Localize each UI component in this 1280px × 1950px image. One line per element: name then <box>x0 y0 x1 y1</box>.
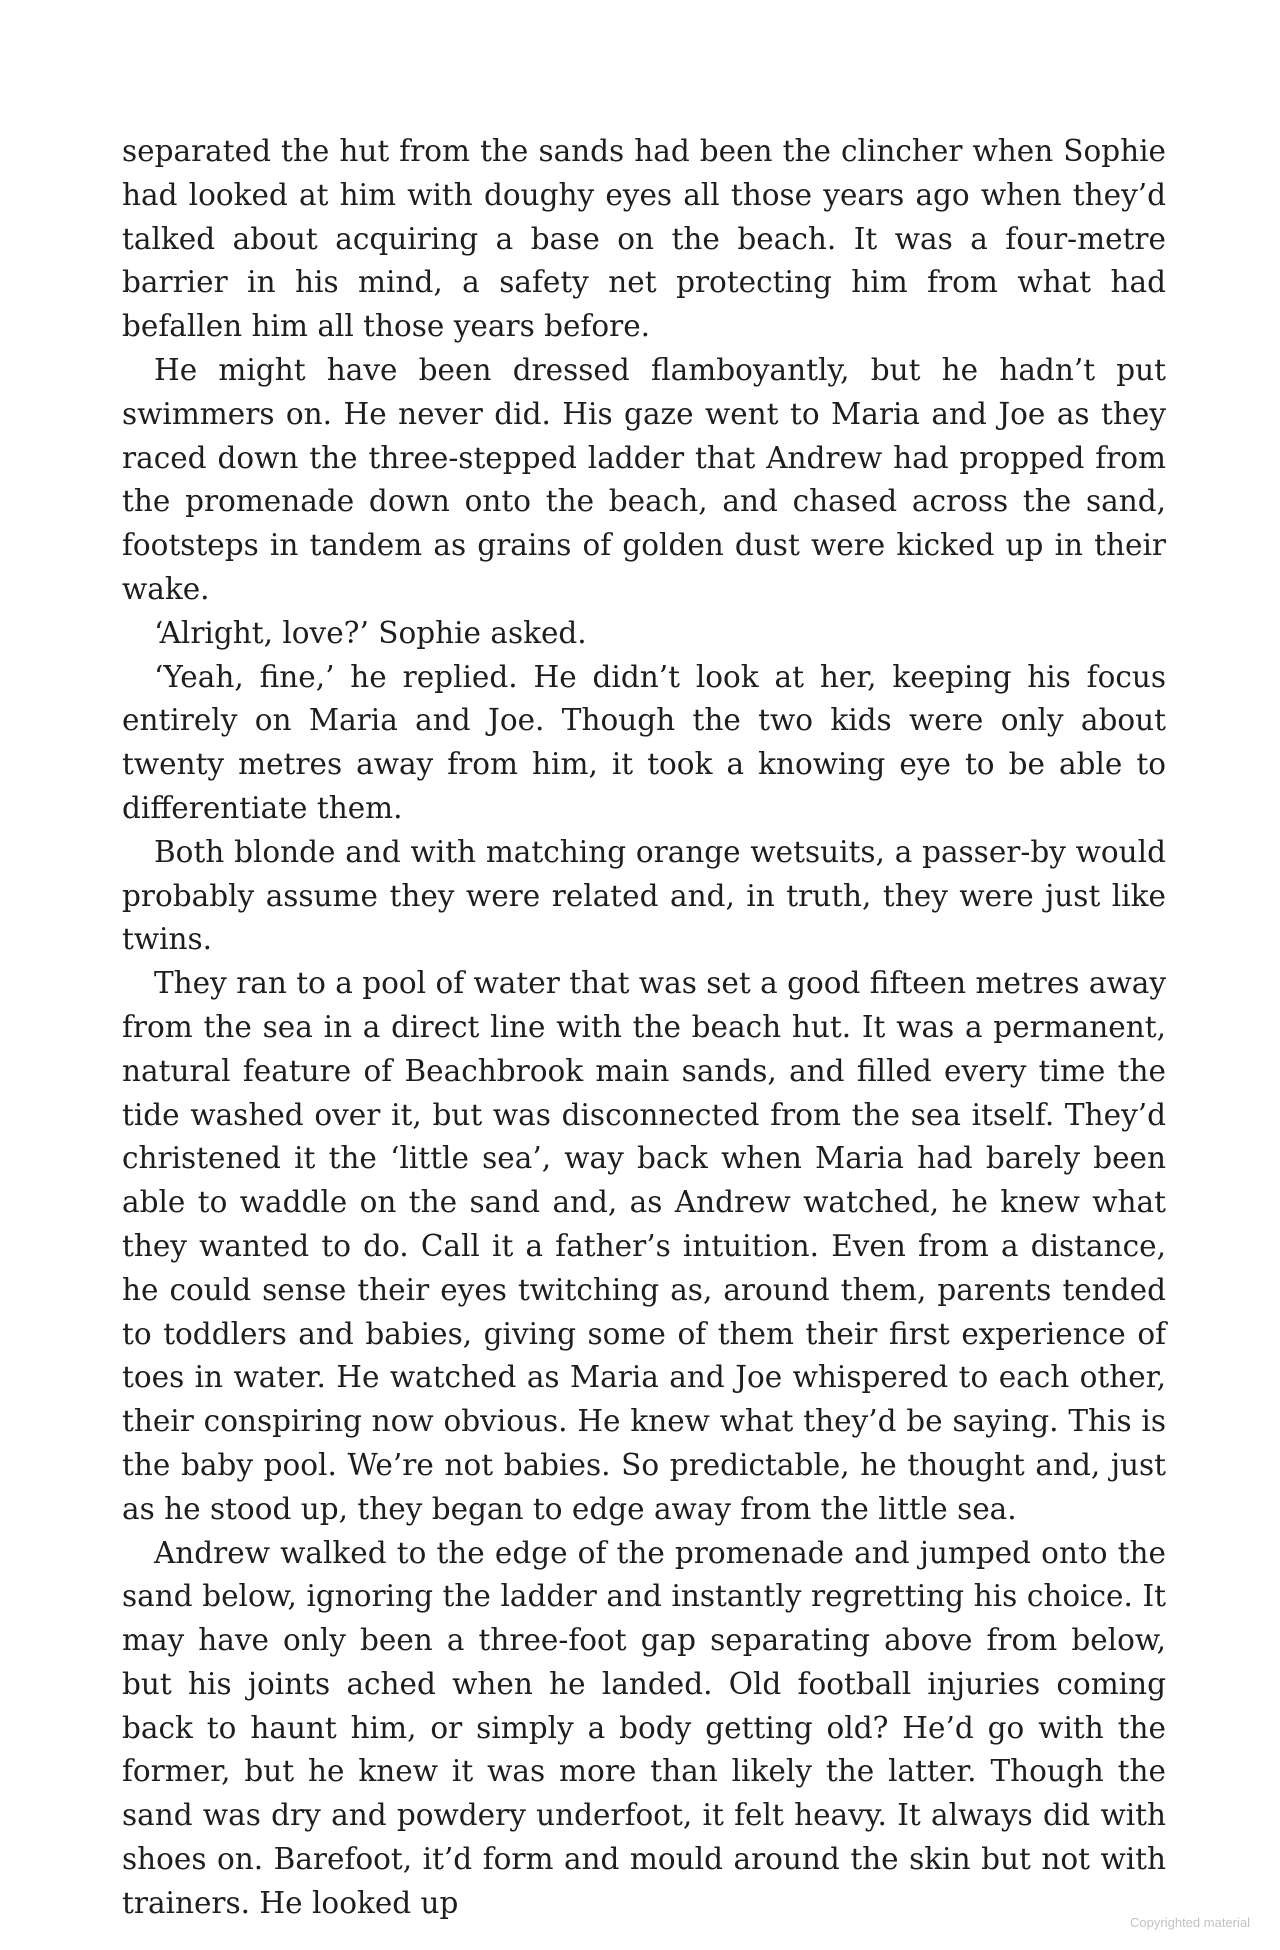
paragraph-2: He might have been dressed flamboyantly, but he hadn’t put swimmers on. He never did. His gaze went to Maria and Joe as they raced down the three-stepped ladder that Andrew had propped from the promenade down onto the beach, and chased across the sand, footsteps in tandem as grains of golden dust were kicked up in their wake. <box>122 352 1166 606</box>
paragraph-3: ‘Alright, love?’ Sophie asked. <box>154 615 587 650</box>
paragraph-7: Andrew walked to the edge of the promenade and jumped onto the sand below, ignoring the ladder and instantly regretting his choice. It may have only been a three-foot gap separating above from below, but his joints ached when he landed. Old football injuries coming back to haunt him, or simply a body getting old? He’d go with the former, but he knew it was more than likely the latter. Though the sand was dry and powdery underfoot, it felt heavy. It always did with shoes on. Barefoot, it’d form and mould around the skin but not with trainers. He looked up <box>122 1535 1166 1920</box>
book-page-text <box>122 130 1166 1926</box>
paragraph-6: They ran to a pool of water that was set a good fifteen metres away from the sea in a direct line with the beach hut. It was a permanent, natural feature of Beachbrook main sands, and filled every time the tide washed over it, but was disconnected from the sea itself. They’d christened it the ‘little sea’, way back when Maria had barely been able to waddle on the sand and, as Andrew watched, he knew what they wanted to do. Call it a father’s intuition. Even from a distance, he could sense their eyes twitching as, around them, parents tended to toddlers and babies, giving some of them their first experience of toes in water. He watched as Maria and Joe whispered to each other, their conspiring now obvious. He knew what they’d be saying. This is the baby pool. We’re not babies. So predictable, he thought and, just as he stood up, they began to edge away from the little sea. <box>122 966 1166 1526</box>
paragraph-4: ‘Yeah, fine,’ he replied. He didn’t look at her, keeping his focus entirely on Maria and Joe. Though the two kids were only about twenty metres away from him, it took a knowing eye to be able to differentiate them. <box>122 659 1166 825</box>
paragraph-1: separated the hut from the sands had been the clincher when Sophie had looked at him with doughy eyes all those years ago when they’d talked about acquiring a base on the beach. It was a four-metre barrier in his mind, a safety net protecting him from what had befallen him all those years before. <box>122 134 1166 344</box>
paragraph-5: Both blonde and with matching orange wetsuits, a passer-by would probably assume they were related and, in truth, they were just like twins. <box>122 834 1166 957</box>
copyright-watermark: Copyrighted material <box>1130 1915 1250 1930</box>
